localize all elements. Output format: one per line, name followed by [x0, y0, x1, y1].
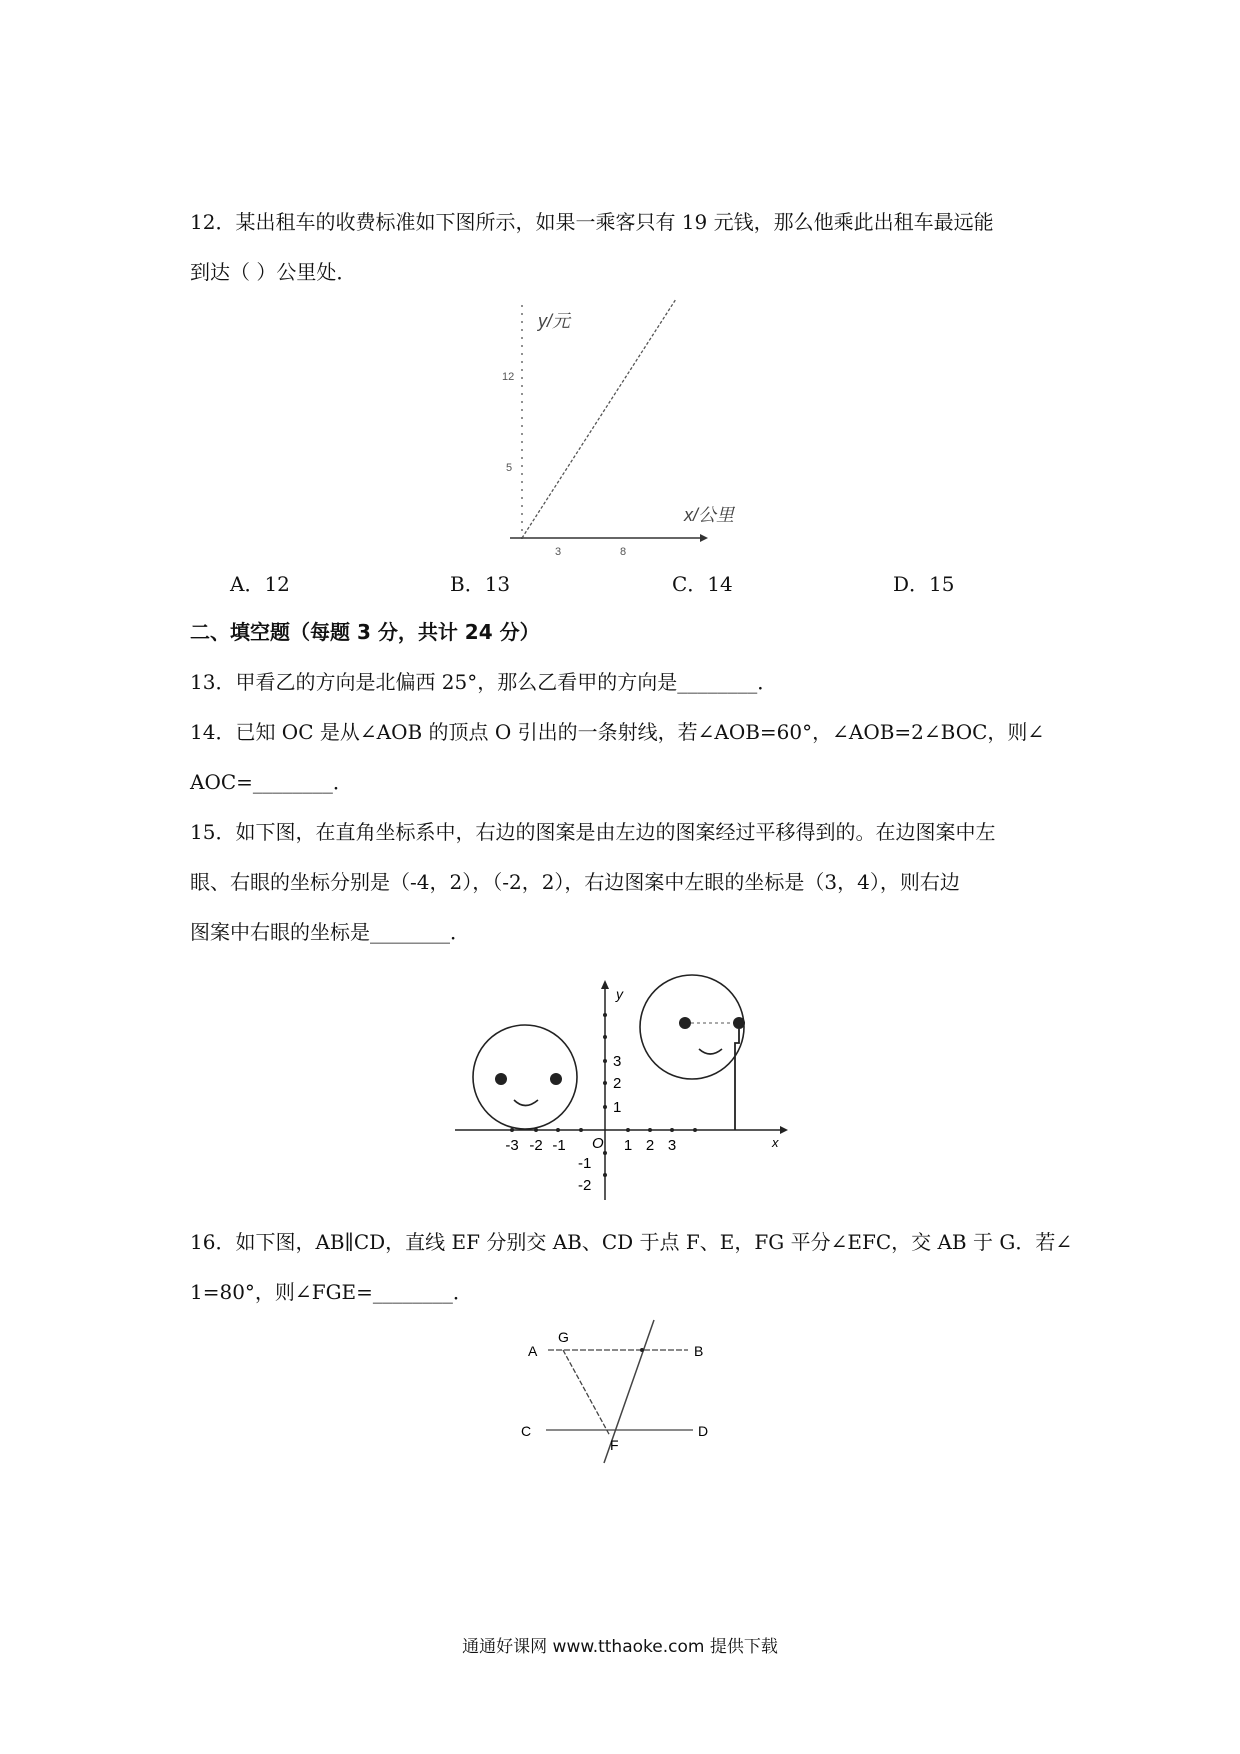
- y-tick-label: 2: [613, 1075, 622, 1092]
- left-face-right-eye: [550, 1073, 562, 1085]
- section-title: 二、填空题（每题 3 分，共计 24 分）: [190, 620, 540, 644]
- y-tick-dot: [603, 1059, 607, 1063]
- faces-coordinate-figure: [450, 975, 790, 1205]
- fare-line: [522, 299, 676, 538]
- y-axis-label: y: [616, 986, 623, 1002]
- q13-line1: 13．甲看乙的方向是北偏西 25°，那么乙看甲的方向是________．: [190, 670, 778, 694]
- y-tick-5: 5: [506, 462, 513, 474]
- q12-line1: 12．某出租车的收费标准如下图所示，如果一乘客只有 19 元钱，那么他乘此出租车最远能: [190, 210, 994, 234]
- x-tick-label: -1: [552, 1137, 566, 1154]
- option-c: C．14: [672, 572, 733, 596]
- right-face-right-eye: [733, 1017, 745, 1029]
- label-d: D: [698, 1423, 709, 1439]
- x-tick-label: 2: [645, 1137, 655, 1154]
- q12-line2: 到达（ ）公里处．: [190, 260, 357, 284]
- projection-line: [735, 1029, 739, 1130]
- q14-line2: AOC=________．: [190, 770, 353, 794]
- y-axis-label: y/元: [538, 311, 571, 331]
- y-tick-label: 3: [613, 1053, 622, 1070]
- right-face-mouth: [699, 1049, 722, 1054]
- label-a: A: [528, 1343, 538, 1359]
- point-e: [640, 1348, 644, 1352]
- x-tick-dot: [626, 1128, 630, 1132]
- footer-text: 通通好课网 www.tthaoke.com 提供下载: [462, 1637, 778, 1657]
- y-tick-dot: [603, 1035, 607, 1039]
- x-tick-dot: [510, 1128, 514, 1132]
- right-face-left-eye: [679, 1017, 691, 1029]
- y-tick-dot: [603, 1081, 607, 1085]
- x-tick-8: 8: [620, 546, 627, 558]
- left-face-mouth: [514, 1100, 538, 1106]
- x-tick-label: 3: [667, 1137, 677, 1154]
- q16-line1: 16．如下图，AB∥CD，直线 EF 分别交 AB、CD 于点 F、E，FG 平分∠EFC，交 AB 于 G．若∠: [190, 1230, 1073, 1254]
- option-b: B．13: [450, 572, 511, 596]
- label-c: C: [521, 1423, 532, 1439]
- q16-line2: 1=80°，则∠FGE=________．: [190, 1280, 473, 1304]
- q15-line1: 15．如下图，在直角坐标系中，右边的图案是由左边的图案经过平移得到的。在边图案中左: [190, 820, 996, 844]
- q14-line1: 14．已知 OC 是从∠AOB 的顶点 O 引出的一条射线，若∠AOB=60°，∠AOB=2∠BOC，则∠: [190, 720, 1045, 744]
- y-axis-arrow: [601, 980, 609, 989]
- x-tick-label: -3: [505, 1137, 519, 1154]
- y-tick-label: -2: [578, 1177, 592, 1194]
- option-a: A．12: [230, 572, 290, 596]
- x-tick-dot: [556, 1128, 560, 1132]
- taxi-fare-chart: [500, 295, 735, 565]
- x-axis-arrow: [700, 534, 708, 542]
- x-axis-label: x/公里: [684, 505, 735, 525]
- y-tick-dot: [603, 1105, 607, 1109]
- x-axis-arrow: [780, 1126, 788, 1134]
- x-tick-3: 3: [555, 546, 562, 558]
- right-face: [640, 975, 745, 1130]
- x-tick-label: 1: [623, 1137, 633, 1154]
- label-b: B: [694, 1343, 704, 1359]
- q15-line3: 图案中右眼的坐标是________．: [190, 920, 470, 944]
- x-tick-label: -2: [529, 1137, 543, 1154]
- y-tick-dot: [603, 1013, 607, 1017]
- y-tick-12: 12: [502, 371, 515, 383]
- y-tick-label: 1: [613, 1099, 622, 1116]
- x-axis-label: x: [772, 1135, 779, 1150]
- option-d: D．15: [893, 572, 955, 596]
- x-tick-dot: [648, 1128, 652, 1132]
- left-face: [473, 1025, 577, 1129]
- line-fg: [563, 1350, 610, 1436]
- left-face-left-eye: [495, 1073, 507, 1085]
- right-face-outline: [640, 975, 744, 1079]
- label-g: G: [558, 1329, 569, 1345]
- origin-label: O: [592, 1135, 604, 1152]
- x-tick-dot: [579, 1128, 583, 1132]
- x-tick-dot: [670, 1128, 674, 1132]
- y-tick-label: -1: [578, 1155, 592, 1172]
- parallel-lines-figure: [518, 1318, 738, 1468]
- q15-line2: 眼、右眼的坐标分别是（-4，2），（-2，2），右边图案中左眼的坐标是（3，4），则右边: [190, 870, 960, 894]
- y-tick-dot: [603, 1173, 607, 1177]
- label-f: F: [610, 1437, 619, 1453]
- x-tick-dot: [693, 1128, 697, 1132]
